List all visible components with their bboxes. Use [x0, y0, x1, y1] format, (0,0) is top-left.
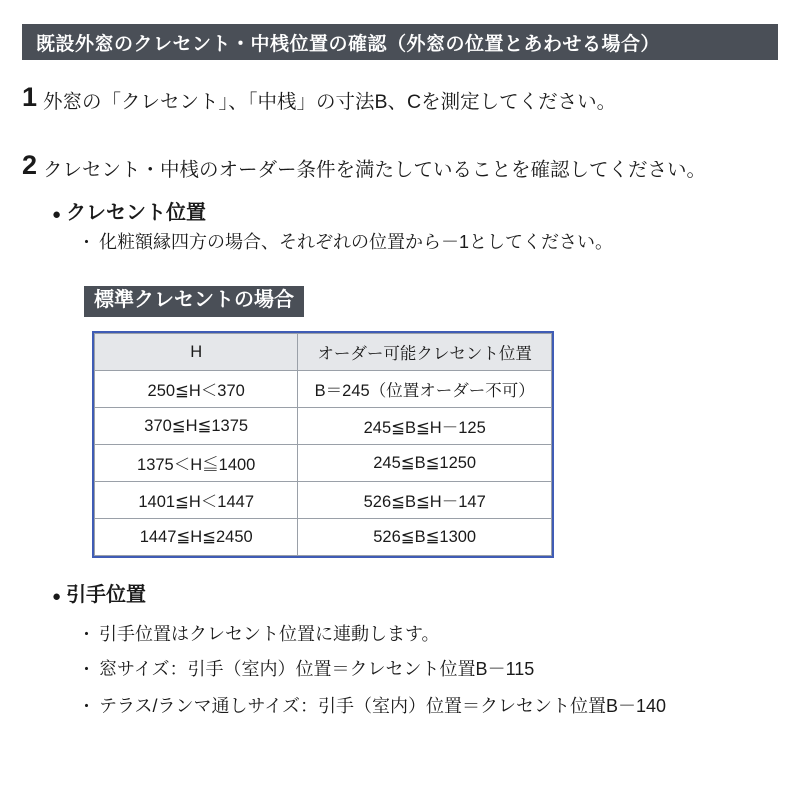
hikite-note-3-text: テラス/ランマ通しサイズ：引手（室内）位置＝クレセント位置B－140	[99, 696, 667, 716]
cell-order-position: B＝245（位置オーダー不可）	[298, 371, 552, 408]
step-1	[22, 84, 616, 114]
step-1-number: 1	[22, 82, 38, 112]
hikite-note-1	[78, 620, 440, 646]
table-row	[95, 371, 552, 408]
bullet-crescent-label: クレセント位置	[66, 202, 207, 224]
column-header-order-position: オーダー可能クレセント位置	[298, 334, 552, 371]
hikite-note-2-text: 窓サイズ：引手（室内）位置＝クレセント位置B－115	[99, 659, 535, 679]
cell-h-range: 250≦H＜370	[95, 371, 298, 408]
hikite-note-2	[78, 655, 534, 681]
cell-order-position: 526≦B≦1300	[298, 519, 552, 556]
table-row	[95, 408, 552, 445]
step-2	[22, 152, 706, 182]
cell-order-position: 245≦B≦H－125	[298, 408, 552, 445]
crescent-note-1	[78, 228, 613, 254]
dot-icon: ・	[78, 660, 95, 679]
bullet-hikite-label: 引手位置	[66, 584, 147, 606]
bullet-hikite-position	[52, 578, 146, 607]
step-2-number: 2	[22, 150, 38, 180]
bullet-crescent-position	[52, 196, 206, 225]
step-2-text: クレセント・中桟のオーダー条件を満たしていることを確認してください。	[43, 159, 707, 181]
cell-h-range: 1375＜H≦1400	[95, 445, 298, 482]
column-header-h: H	[95, 334, 298, 371]
table-row	[95, 519, 552, 556]
dot-icon: ・	[78, 233, 95, 252]
cell-h-range: 1447≦H≦2450	[95, 519, 298, 556]
dot-icon: ・	[78, 697, 95, 716]
table-header-row	[95, 334, 552, 371]
cell-order-position: 526≦B≦H－147	[298, 482, 552, 519]
step-1-text: 外窓の「クレセント」、「中桟」の寸法B、Cを測定してください。	[43, 91, 617, 113]
cell-h-range: 1401≦H＜1447	[95, 482, 298, 519]
dot-icon: ・	[78, 625, 95, 644]
crescent-table	[94, 333, 552, 556]
disc-icon: ●	[52, 588, 62, 605]
hikite-note-3	[78, 692, 666, 718]
disc-icon: ●	[52, 206, 62, 223]
banner-title: 既設外窓のクレセント・中桟位置の確認（外窓の位置とあわせる場合）	[36, 33, 661, 55]
table-row	[95, 482, 552, 519]
table-row	[95, 445, 552, 482]
table-title: 標準クレセントの場合	[84, 286, 304, 317]
crescent-table-container	[92, 331, 554, 558]
cell-order-position: 245≦B≦1250	[298, 445, 552, 482]
section-banner	[22, 24, 778, 60]
hikite-note-1-text: 引手位置はクレセント位置に連動します。	[99, 624, 440, 644]
crescent-note-1-text: 化粧額縁四方の場合、それぞれの位置から－1としてください。	[99, 232, 614, 252]
cell-h-range: 370≦H≦1375	[95, 408, 298, 445]
